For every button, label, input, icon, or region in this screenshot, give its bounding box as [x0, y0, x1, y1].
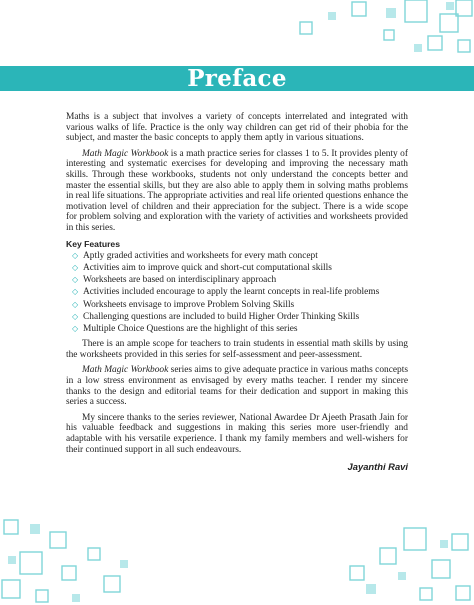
- diamond-bullet-icon: ◇: [72, 323, 79, 333]
- workbook-name-2: Math Magic Workbook: [82, 365, 169, 376]
- diamond-bullet-icon: ◇: [72, 311, 79, 321]
- paragraph-workbook: [66, 149, 408, 234]
- list-item: ◇ Activities included encourage to apply the learnt concepts in real-life problems: [72, 287, 380, 298]
- key-features-heading: Key Features: [66, 238, 120, 249]
- paragraph-intro: Maths is a subject that involves a variety of concepts interrelated and integrated with various walks of life. Practice is the only way children can get rid of their phobia for the subject, and master the basic concepts to apply them aptly in various situations.: [66, 112, 408, 144]
- list-item: ◇ Aptly graded activities and worksheets for every math concept: [72, 251, 318, 262]
- list-item: ◇ Multiple Choice Questions are the highlight of this series: [72, 323, 298, 334]
- page-title: Preface: [187, 65, 287, 92]
- paragraph-series-aims: [66, 365, 408, 407]
- diamond-bullet-icon: ◇: [72, 299, 79, 309]
- paragraph-teachers: There is an ample scope for teachers to train students in essential math skills by using the worksheets provided in this series for self-assessment and peer-assessment.: [66, 339, 408, 360]
- diamond-bullet-icon: ◇: [72, 251, 79, 261]
- diamond-bullet-icon: ◇: [72, 263, 79, 273]
- list-item: ◇ Worksheets are based on interdisciplinary approach: [72, 275, 277, 286]
- list-item: ◇ Worksheets envisage to improve Problem Solving Skills: [72, 299, 295, 310]
- preface-body: [66, 112, 408, 460]
- diamond-bullet-icon: ◇: [72, 275, 79, 285]
- author-signature: Jayanthi Ravi: [347, 461, 408, 472]
- key-features-list: [66, 251, 408, 334]
- list-item: ◇ Challenging questions are included to build Higher Order Thinking Skills: [72, 311, 360, 322]
- diamond-bullet-icon: ◇: [72, 287, 79, 297]
- paragraph-series-aims-text: series aims to give adequate practice in various maths concepts in a low stress environment as envisaged by every maths teacher. I render my sincere thanks to the design and editorial teams for their dedication and support in making this series a success.: [66, 365, 408, 408]
- workbook-name: Math Magic Workbook: [82, 148, 169, 159]
- paragraph-thanks: My sincere thanks to the series reviewer, National Awardee Dr Ajeeth Prasath Jain for his valuable feedback and suggestions in making this series more user-friendly and adaptable with his versatile experience. I thank my family members and well-wishers for their continued support in all such endeavours.: [66, 412, 408, 455]
- paragraph-workbook-text: is a math practice series for classes 1 to 5. It provides plenty of interesting and systematic exercises for developing and improving the necessary math skills. Through these workbooks, students not only understand the concepts better and master the essential skills, but they are also able to apply them in solving maths problems in real life situations. The appropriate activities and real life oriented questions enhance the motivation level of children and their appreciation for the subject. There is a wide scope for problem solving and exploration with the variety of activities and worksheets provided in this series.: [66, 148, 408, 233]
- list-item: ◇ Activities aim to improve quick and short-cut computational skills: [72, 263, 332, 274]
